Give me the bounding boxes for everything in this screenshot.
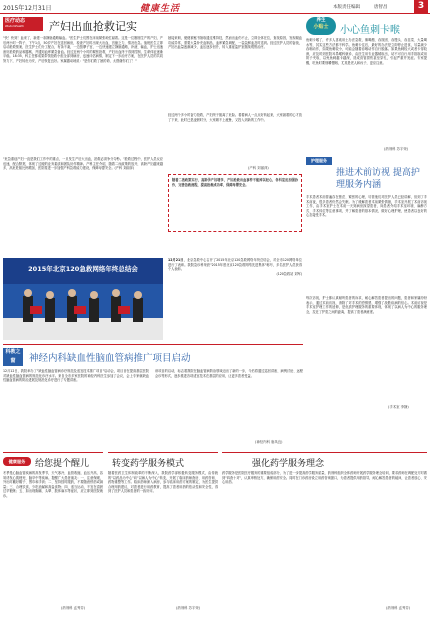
science-body: 12月12日，我院举办了"缺血性脑血管病诊疗规范及适宜技术推广项目"启动会，项目旨在提高基层医院对缺血性脑血管病的规范化诊疗水平。来自全市多家医院的神经内科医生参加了会议，会上专家就缺血性脑血管病的防治进展及规范化诊疗进行了专题讲座。 xyxy=(3,369,149,383)
tip-badge-bottom: 小贴士 xyxy=(313,24,329,30)
nursing-body-cont: 每次访视，护士都认真倾听患者的诉求，耐心解答患者提出的问题，患者和家属纷纷表示，通过术前访视，消除了对手术的恐惧感，增强了战胜疾病的信心。术前访视是手术室护理工作的延伸，是优质护理服务的重要体现，体现了以病人为中心的服务理念，拉近了护患之间的距离，提高了患者满意度。 xyxy=(306,296,427,314)
pharmacy-concept-signature: (药剂科 孟秀芬) xyxy=(386,606,411,610)
science-headline: 神经内科缺血性脑血管病推广项目启动 xyxy=(29,353,191,364)
issue-date: 2015年12月31日 xyxy=(3,5,52,12)
event-banner-title: 2015年北京120急救网络年终总结会 xyxy=(28,265,138,273)
pharmacy-concept-body: 药学服务是医院医疗服务的重要组成部分，为了进一步提高药学服务质量，药剂科组织全体药师开展药学服务理念培训，要求药师在调配处方时做到"四查十对"，认真审核处方，确保用药安全。同时在门诊药房设立用药咨询窗口，为患者提供用药指导，耐心解答患者的疑问，让患者放心、安心用药。 xyxy=(222,471,427,485)
science-body-cont: 该项目的启动，标志着我院在脑血管病防治领域迈出了新的一步，今后将通过巡回讲座、病例讨论、远程会诊等形式，逐步推进各项适宜技术在基层的应用，让更多患者受益。 xyxy=(155,369,303,378)
reminder-article xyxy=(3,452,103,614)
tip-signature: (药剂科 苏宇荣) xyxy=(384,147,409,151)
reminder-tag: 健康服务 xyxy=(3,457,31,466)
headline: 产妇出血抢救记实 xyxy=(49,20,137,33)
nursing-headline: 推进术前访视 提高护理服务内涵 xyxy=(336,168,420,190)
pharmacy-model-headline: 转变药学服务模式 xyxy=(112,459,185,469)
pharmacy-concept-article xyxy=(222,452,427,614)
mid-article-body: 她接来职，便便被秘书抽取通过维持技，然而出血仍不止，立即全体在位，查找原因，发现凝血功能异常，需要大量补充血制品，血库紧急调配，一袋袋鲜血及时送到。经过医护人员的奋战，产妇出血量逐渐减少，血压逐步回升，转入重症监护室继续观察治疗。 xyxy=(168,36,302,50)
science-label: 科教之窗 xyxy=(3,348,23,366)
nursing-tag: 护理服务 xyxy=(306,157,332,165)
nursing-body: 手术患者术前普遍存在焦虑、紧张的心理，尽管他们对医护人员已经讲解，但到了手术前夜，很多患者仍然会失眠。为了缓解患者术前紧张情绪，手术室开展了术前访视工作，由手术室护士在术前一天到病房探望患者，向患者介绍手术室环境、麻醉方式、手术体位等注意事项，并了解患者的基本情况，做好心理护理，使患者以良好的心态接受手术。 xyxy=(306,195,427,218)
mid-article xyxy=(168,17,302,254)
mid-article-body-cont: 经过两个多小时奋力抢救，产妇终于脱离了危险。看着病人一点点好转起来，大家悬着的心才放了下来，此时已是凌晨时分，大家顾不上疲惫，又投入到新的工作中。 xyxy=(168,113,302,122)
tip-badge-top: 养生 xyxy=(316,18,326,23)
event-photo xyxy=(3,258,163,340)
reminder-signature: (药剂科 孟秀芬) xyxy=(61,606,86,610)
science-strip xyxy=(3,344,303,448)
event-caption-date: 12月21日 xyxy=(168,258,184,262)
article-body-cont: "危急重症产妇一直是我们工作中的重点，一旦发生产后大出血，抢救必须争分夺秒。"抢救过程中，医护人员反应迅速，配合默契，体现了过硬的业务素质和团队协作精神。产科主任介绍，随着二孩政策的放开，高龄产妇越来越多，高危妊娠比例增加，医院将进一步加强产科急救能力建设，保障母婴安全。(产科 刘丽萍) xyxy=(3,157,163,171)
editor-name: 唐智昌 xyxy=(374,5,388,10)
section-tag-sub: WisdomHealth xyxy=(5,25,24,28)
science-signature: (神经内科 唐凤良) xyxy=(255,440,283,444)
masthead xyxy=(0,0,430,14)
editor-label: 本版责任编辑 xyxy=(333,5,360,10)
left-article xyxy=(3,17,163,254)
right-tip-article xyxy=(306,17,427,152)
section-tag xyxy=(3,17,43,31)
pharmacy-concept-headline: 强化药学服务理念 xyxy=(252,459,325,469)
page-number: 3 xyxy=(414,0,428,13)
reminder-body: 冬季是心脑血管疾病的高发季节，天气寒冷，血管收缩，血压升高，容易诱发心肌梗死、脑卒中等疾病。提醒广大患者朋友：一、注意保暖，外出时戴好帽子、围巾和手套；二、坚持按时服药，不要随意停药或减量；三、合理饮食，少吃油腻和高盐食物；四、适当运动，不宜在清晨过早锻炼；五、如出现胸痛、头晕、肢体麻木等症状，应立即到医院就诊。 xyxy=(3,471,103,498)
event-caption xyxy=(168,258,302,340)
pharmacy-model-body: 随着医药卫生体制改革的不断深入，我院药学部积极转变服务模式，由传统的"以药品为中心"向"以病人为中心"转变，开展了临床药师查房、用药咨询、药物重整等工作。临床药师深入病房，参与临床用药方案的制定，为医生提供合理用药建议，对患者进行用药教育，提高了患者用药的依从性和安全性，得到了医护人员和患者的一致好评。 xyxy=(108,471,218,494)
event-caption-sig: (120急救站 刘军) xyxy=(276,271,302,276)
callout-box: 随着二孩政策实行，高龄孕产妇增多，产妇抢救出血事件不能掉以轻心，各科室应加强协作，完善急救流程，提高抢救成功率，保障母婴安全。 xyxy=(168,174,302,232)
pharmacy-model-article xyxy=(108,452,218,614)
nursing-signature: (手术室 李静) xyxy=(388,405,409,409)
nursing-article xyxy=(306,157,427,412)
tip-headline: 小心鱼刺卡喉 xyxy=(340,25,400,36)
mid-signature: (产科 刘丽萍) xyxy=(248,166,269,170)
tip-badge xyxy=(306,17,336,35)
pharmacy-model-signature: (药剂科 苏宇荣) xyxy=(176,606,201,610)
event-caption-text: ，北京急救中心召开了2015年北京120急救网络年终总结会，对全市120网络单位进行了表彰。我院急诊科荣获"2015年度北京120急救网络先进集体"称号，多名医护人员获得个人表彰。 xyxy=(168,258,302,272)
section-tag-label: 医疗动态 xyxy=(5,18,26,24)
masthead-title: 健康生活 xyxy=(140,4,181,14)
article-body: "快！快到！血来了，新建一条静脉通路输血。"医生护士们围在床前紧张地忙碌着。这是一位刚刚生产的产妇，产后两小时一阵子，下午1点，50岁产妇在送回病房，检查产妇时出现大出血，宫缩乏力，情况危急。值班医生立即启动抢救预案，医生护士们分工配合，有条不紊，一边按摩子宫，一边快速建立静脉通路，补液、输血，护士迅速备好抢救药品和器械，并通知血库紧急备血。经过近两个小时的紧张抢救，产妇出血终于得到控制，生命体征逐渐平稳。18:35，科主任都成果带领抢救小组全部到病房，迅速评估病情，制定下一步治疗方案，在医护人员的共同努力下，产妇转危为安，产后恢复良好。家属激动地说："是你们救了她的命，太感谢你们了！" xyxy=(3,36,163,63)
tip-body: 鱼刺卡喉了，许多人喜欢用土办法急救，像喝醋、吞饭团、吞馒头、吞韭菜、大量喝水等，其实这些方法都不科学。鱼刺卡住后，最好的办法是立即停止进食，尽量减少吞咽动作，如果鱼刺较小，可能会随着吞咽动作自行脱落。如果鱼刺较大或者卡得较深，应及时到医院耳鼻喉科就诊，由医生用专业器械取出，切不可自行用手指抠或用筷子夹取，以免鱼刺越卡越深，造成食管损伤甚至穿孔，引起严重并发症。专家提醒，吃鱼时要细嚼慢咽，尤其是老人和孩子，更应注意。 xyxy=(306,38,427,65)
reminder-headline: 给您提个醒儿 xyxy=(35,459,90,469)
